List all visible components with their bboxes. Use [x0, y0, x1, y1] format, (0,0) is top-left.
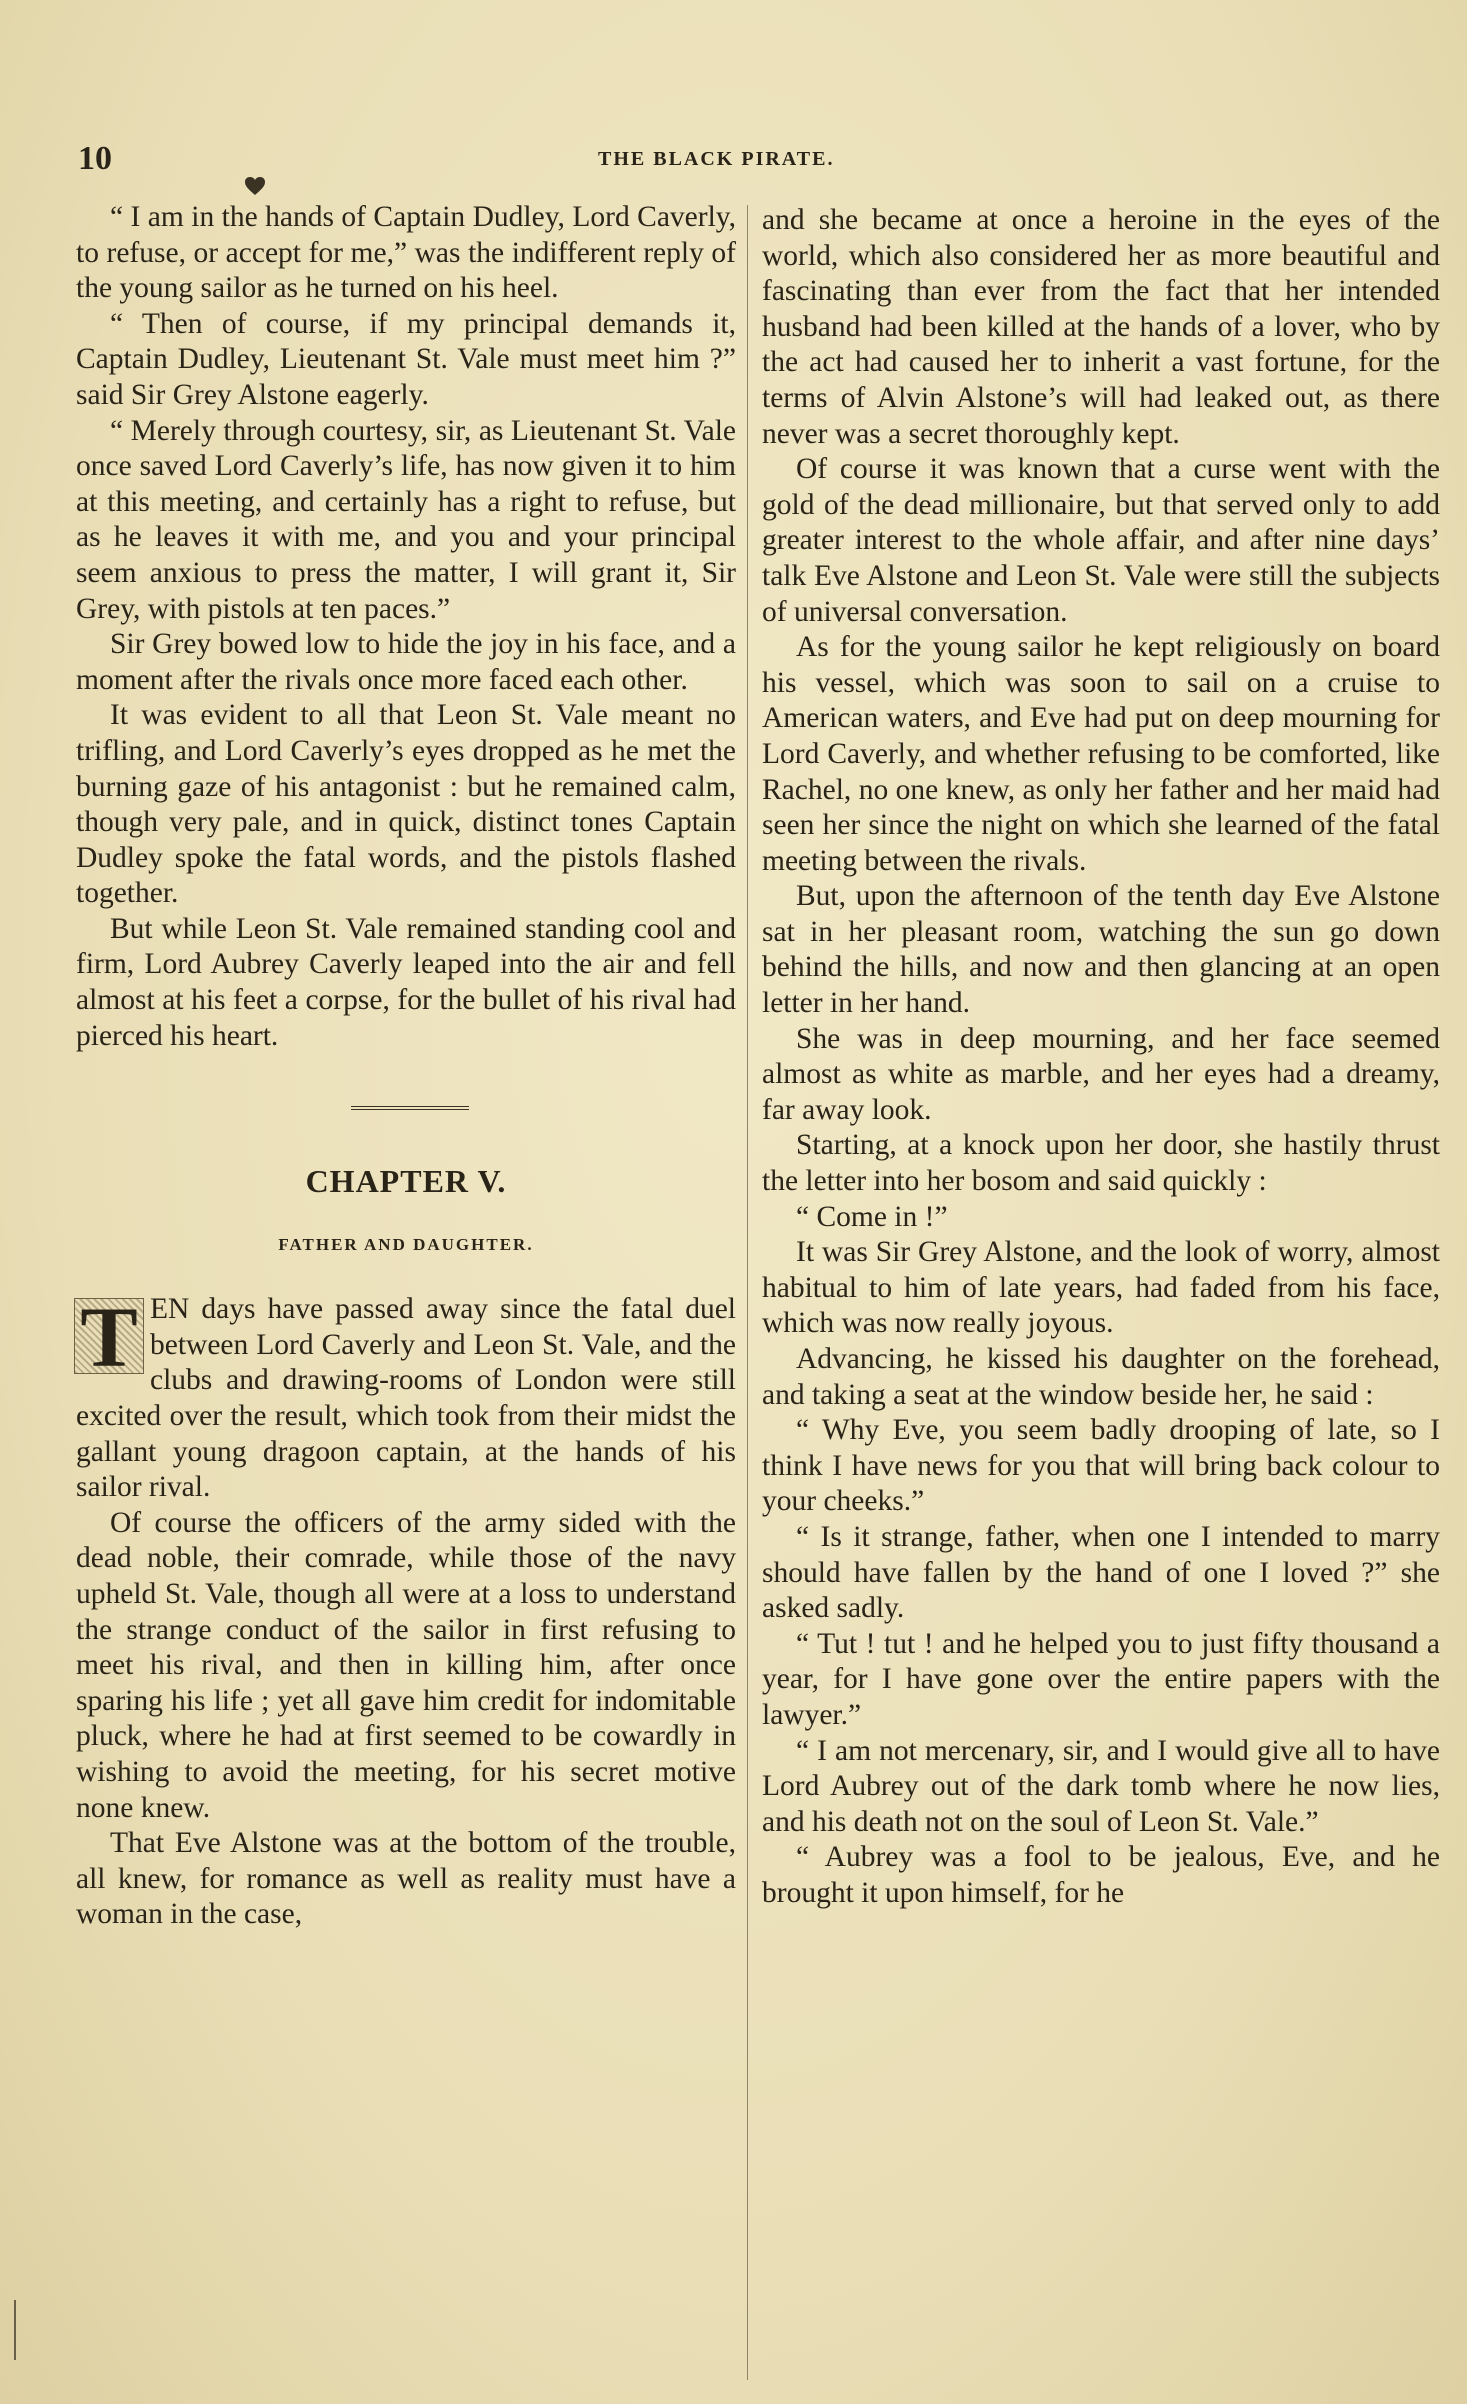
paragraph: But, upon the afternoon of the tenth day Eve Alstone sat in her pleasant room, watching the sun go down behind the hills, and now and then glancing at an open letter in her hand.	[762, 880, 1440, 1020]
paragraph: “ Why Eve, you seem badly drooping of late, so I think I have news for you that will bring back colour to your cheeks.”	[762, 1414, 1440, 1518]
chapter-title: CHAPTER V.	[305, 1163, 507, 1200]
paragraph: “ Is it strange, father, when one I intended to marry should have fallen by the hand of one I loved ?” she asked sadly.	[762, 1520, 1440, 1625]
chapter-subtitle: FATHER AND DAUGHTER.	[278, 1235, 534, 1255]
first-paragraph-text: EN days have passed away since the fatal duel between Lord Caverly and Leon St. Vale, and the clubs and drawing-rooms of London were still excited over the result, which took from their midst the gallant young dragoon captain, at the hands of his sailor rival.	[76, 1293, 736, 1504]
paragraph: “ I am not mercenary, sir, and I would give all to have Lord Aubrey out of the dark tomb where he now lies, and his death not on the soul of Leon St. Vale.”	[762, 1734, 1440, 1838]
paragraph: Advancing, he kissed his daughter on the forehead, and taking a seat at the window beside her, he said :	[762, 1343, 1440, 1411]
right-column	[762, 203, 1440, 1912]
paragraph: It was Sir Grey Alstone, and the look of worry, almost habitual to him of late years, had faded from his face, which was now really joyous.	[762, 1236, 1440, 1340]
paragraph: Sir Grey bowed low to hide the joy in his face, and a moment after the rivals once more faced each other.	[76, 628, 736, 696]
paragraph: “ I am in the hands of Captain Dudley, Lord Caverly, to refuse, or accept for me,” was the indifferent reply of the young sailor as he turned on his heel.	[76, 201, 736, 305]
paragraph: As for the young sailor he kept religiously on board his vessel, which was soon to sail on a cruise to American waters, and Eve had put on deep mourning for Lord Caverly, and whether refusing to be comforted, like Rachel, no one knew, as only her father and her maid had seen her since the night on which she learned of the fatal meeting between the rivals.	[762, 631, 1440, 877]
paragraph: But while Leon St. Vale remained standing cool and firm, Lord Aubrey Caverly leaped into the air and fell almost at his feet a corpse, for the bullet of his rival had pierced his heart.	[76, 912, 736, 1052]
paragraph: Of course it was known that a curse went with the gold of the dead millionaire, but that served only to add greater interest to the whole affair, and after nine days’ talk Eve Alstone and Leon St. Vale were still the subjects of universal conversation.	[762, 453, 1440, 628]
heart-ornament-icon	[244, 176, 266, 196]
double-rule	[351, 1106, 469, 1110]
paragraph: Of course the officers of the army sided with the dead noble, their comrade, while those of the navy upheld St. Vale, though all were at a loss to understand the strange conduct of the sailor in first refusing to meet his rival, and then in killing him, after once sparing his life ; yet all gave him credit for indomitable pluck, where he had at first seemed to be cowardly in wishing to avoid the meeting, for his secret motive none knew.	[76, 1506, 736, 1824]
running-title: THE BLACK PIRATE.	[598, 148, 835, 170]
paragraph: She was in deep mourning, and her face seemed almost as white as marble, and her eyes had a dreamy, far away look.	[762, 1022, 1440, 1126]
page-number: 10	[78, 140, 112, 177]
section-rule	[76, 1054, 736, 1147]
left-paragraphs-before	[76, 200, 736, 1054]
paragraph: “ Come in !”	[796, 1200, 948, 1233]
paragraph: Starting, at a knock upon her door, she hastily thrust the letter into her bosom and said quickly :	[762, 1129, 1440, 1198]
column-divider	[747, 205, 748, 2380]
paragraph: “ Tut ! tut ! and he helped you to just fifty thousand a year, for I have gone over the entire papers with the lawyer.”	[762, 1627, 1440, 1731]
page-header	[78, 140, 1438, 180]
paragraph: “ Aubrey was a fool to be jealous, Eve, and he brought it upon himself, for he	[762, 1841, 1440, 1909]
paragraph: “ Merely through courtesy, sir, as Lieutenant St. Vale once saved Lord Caverly’s life, has now given it to him at this meeting, and certainly has a right to refuse, but as he leaves it with me, and you and your principal seem anxious to press the matter, I will grant it, Sir Grey, with pistols at ten paces.”	[76, 414, 736, 625]
paragraph: “ Then of course, if my principal demands it, Captain Dudley, Lieutenant St. Vale must meet him ?” said Sir Grey Alstone eagerly.	[76, 307, 736, 411]
drop-cap: T	[74, 1298, 144, 1374]
page-edge-mark	[14, 2300, 16, 2360]
paragraph: It was evident to all that Leon St. Vale meant no trifling, and Lord Caverly’s eyes dropped as he met the burning gaze of his antagonist : but he remained calm, though very pale, and in quick, distinct tones Captain Dudley spoke the fatal words, and the pistols flashed together.	[76, 699, 736, 910]
left-column	[76, 200, 736, 1933]
paragraph: That Eve Alstone was at the bottom of the trouble, all knew, for romance as well as reality must have a woman in the case,	[76, 1827, 736, 1931]
continuation-paragraph: and she became at once a heroine in the eyes of the world, which also considered her as more beautiful and fascinating than ever from the fact that her intended husband had been killed at the hands of a lover, who by the act had caused her to inherit a vast fortune, for the terms of Alvin Alstone’s will had leaked out, as there never was a secret thoroughly kept.	[762, 204, 1440, 450]
chapter-first-paragraph	[76, 1289, 736, 1506]
